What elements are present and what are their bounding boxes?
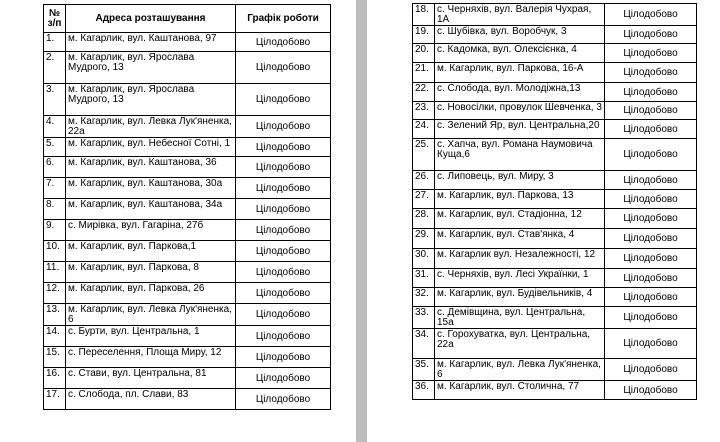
row-schedule: Цілодобово xyxy=(605,83,697,102)
table-row xyxy=(44,138,331,157)
row-schedule: Цілодобово xyxy=(236,52,331,84)
row-number: 26. xyxy=(413,171,435,190)
row-number: 36. xyxy=(413,381,435,400)
row-schedule: Цілодобово xyxy=(236,389,331,410)
row-address: с. Липовець, вул. Миру, 3 xyxy=(435,171,605,190)
row-address: м. Кагарлик, вул. Небесної Сотні, 1 xyxy=(66,138,236,157)
table-row xyxy=(413,249,697,269)
row-address: с. Зелений Яр, вул. Центральна,20 xyxy=(435,120,605,139)
row-schedule: Цілодобово xyxy=(236,220,331,241)
row-address: с. Кадомка, вул. Олексієнка, 4 xyxy=(435,44,605,63)
row-schedule: Цілодобово xyxy=(605,288,697,307)
row-number: 27. xyxy=(413,190,435,209)
row-schedule: Цілодобово xyxy=(236,138,331,157)
row-number: 31. xyxy=(413,269,435,288)
row-schedule: Цілодобово xyxy=(236,347,331,368)
table-row xyxy=(44,178,331,199)
row-schedule: Цілодобово xyxy=(605,44,697,63)
table-row xyxy=(44,199,331,220)
row-schedule: Цілодобово xyxy=(236,283,331,304)
table-row xyxy=(44,304,331,326)
row-schedule: Цілодобово xyxy=(605,249,697,269)
table-row xyxy=(413,190,697,209)
table-row xyxy=(44,262,331,283)
table-row xyxy=(413,44,697,63)
row-schedule: Цілодобово xyxy=(605,120,697,139)
row-schedule: Цілодобово xyxy=(605,139,697,171)
table-row xyxy=(413,4,697,26)
row-address: м. Кагарлик, вул. Паркова, 26 xyxy=(66,283,236,304)
row-address: м. Кагарлик, вул. Будівельників, 4 xyxy=(435,288,605,307)
table-row xyxy=(413,63,697,83)
row-address: с. Черняхів, вул. Лесі Українки, 1 xyxy=(435,269,605,288)
row-schedule: Цілодобово xyxy=(236,262,331,283)
row-number: 21. xyxy=(413,63,435,83)
row-schedule: Цілодобово xyxy=(605,209,697,229)
row-address: с. Шубівка, вул. Воробчук, 3 xyxy=(435,26,605,44)
row-number: 33. xyxy=(413,307,435,329)
row-schedule: Цілодобово xyxy=(236,84,331,116)
row-address: с. Горохуватка, вул. Центральна, 22а xyxy=(435,329,605,359)
table-row xyxy=(44,116,331,138)
row-address: с. Новосілки, провулок Шевченка, 3 xyxy=(435,102,605,120)
table-row xyxy=(413,229,697,249)
row-number: 13. xyxy=(44,304,66,326)
row-number: 1. xyxy=(44,33,66,52)
table-row xyxy=(44,283,331,304)
row-number: 9. xyxy=(44,220,66,241)
row-address: м. Кагарлик, вул. Паркова, 16-А xyxy=(435,63,605,83)
row-schedule: Цілодобово xyxy=(236,368,331,389)
row-address: с. Слобода, пл. Слави, 83 xyxy=(66,389,236,410)
table-row xyxy=(413,171,697,190)
table-row xyxy=(44,368,331,389)
table-row xyxy=(413,307,697,329)
row-address: м. Кагарлик, вул. Паркова, 13 xyxy=(435,190,605,209)
row-address: м. Кагарлик, вул. Став'янка, 4 xyxy=(435,229,605,249)
row-address: м. Кагарлик, вул. Каштанова, 97 xyxy=(66,33,236,52)
row-address: с. Мирівка, вул. Гагаріна, 27б xyxy=(66,220,236,241)
row-number: 29. xyxy=(413,229,435,249)
table-row xyxy=(413,359,697,381)
row-number: 2. xyxy=(44,52,66,84)
locations-table-right xyxy=(412,3,697,400)
row-number: 16. xyxy=(44,368,66,389)
row-address: м. Кагарлик, вул. Ярослава Мудрого, 13 xyxy=(66,84,236,116)
row-schedule: Цілодобово xyxy=(605,171,697,190)
table-row xyxy=(44,326,331,347)
row-number: 8. xyxy=(44,199,66,220)
row-number: 12. xyxy=(44,283,66,304)
row-number: 34. xyxy=(413,329,435,359)
row-number: 23. xyxy=(413,102,435,120)
row-number: 11. xyxy=(44,262,66,283)
row-address: м. Кагарлик, вул. Ярослава Мудрого, 13 xyxy=(66,52,236,84)
row-number: 28. xyxy=(413,209,435,229)
row-schedule: Цілодобово xyxy=(605,329,697,359)
table-row xyxy=(44,241,331,262)
row-address: с. Переселення, Площа Миру, 12 xyxy=(66,347,236,368)
table-row xyxy=(413,329,697,359)
table-row xyxy=(413,102,697,120)
row-schedule: Цілодобово xyxy=(236,304,331,326)
row-schedule: Цілодобово xyxy=(605,269,697,288)
page-separator xyxy=(356,0,367,442)
header-schedule: Графік роботи xyxy=(236,5,331,33)
row-schedule: Цілодобово xyxy=(605,4,697,26)
locations-table-left xyxy=(43,4,331,410)
row-address: м. Кагарлик, вул. Левка Лук'яненка, 22а xyxy=(66,116,236,138)
table-row xyxy=(413,269,697,288)
row-schedule: Цілодобово xyxy=(236,116,331,138)
table-row xyxy=(413,120,697,139)
row-address: м. Кагарлик, вул. Каштанова, 30а xyxy=(66,178,236,199)
table-row xyxy=(44,220,331,241)
header-number: № з/п xyxy=(44,5,66,33)
row-number: 7. xyxy=(44,178,66,199)
row-address: м. Кагарлик, вул. Каштанова, 36 xyxy=(66,157,236,178)
row-schedule: Цілодобово xyxy=(236,33,331,52)
row-number: 22. xyxy=(413,83,435,102)
row-number: 17. xyxy=(44,389,66,410)
table-row xyxy=(413,139,697,171)
row-number: 24. xyxy=(413,120,435,139)
table-row xyxy=(413,209,697,229)
row-number: 25. xyxy=(413,139,435,171)
row-schedule: Цілодобово xyxy=(236,241,331,262)
row-address: м. Кагарлик, вул. Левка Лук'яненка, 6 xyxy=(66,304,236,326)
row-address: с. Стави, вул. Центральна, 81 xyxy=(66,368,236,389)
row-schedule: Цілодобово xyxy=(605,102,697,120)
row-address: м. Кагарлик вул. Незалежності, 12 xyxy=(435,249,605,269)
row-schedule: Цілодобово xyxy=(605,190,697,209)
document-margin-left xyxy=(0,0,32,442)
row-address: м. Кагарлик, вул. Стадіонна, 12 xyxy=(435,209,605,229)
row-schedule: Цілодобово xyxy=(236,326,331,347)
table-row xyxy=(44,157,331,178)
row-number: 14. xyxy=(44,326,66,347)
row-number: 3. xyxy=(44,84,66,116)
table-row xyxy=(44,347,331,368)
row-schedule: Цілодобово xyxy=(605,63,697,83)
row-address: с. Бурти, вул. Центральна, 1 xyxy=(66,326,236,347)
table-row xyxy=(44,33,331,52)
table-row xyxy=(44,52,331,84)
table-row xyxy=(44,389,331,410)
table-row xyxy=(413,83,697,102)
table-header-row xyxy=(44,5,331,33)
row-number: 4. xyxy=(44,116,66,138)
row-number: 32. xyxy=(413,288,435,307)
table-row xyxy=(413,381,697,400)
row-schedule: Цілодобово xyxy=(236,178,331,199)
row-schedule: Цілодобово xyxy=(236,199,331,220)
row-number: 15. xyxy=(44,347,66,368)
row-schedule: Цілодобово xyxy=(605,381,697,400)
row-number: 35. xyxy=(413,359,435,381)
row-address: м. Кагарлик, вул. Каштанова, 34а xyxy=(66,199,236,220)
table-row xyxy=(413,26,697,44)
row-address: м. Кагарлик, вул. Столична, 77 xyxy=(435,381,605,400)
row-number: 10. xyxy=(44,241,66,262)
row-address: м. Кагарлик, вул. Паркова,1 xyxy=(66,241,236,262)
table-row xyxy=(44,84,331,116)
row-schedule: Цілодобово xyxy=(236,157,331,178)
row-address: м. Кагарлик, вул. Паркова, 8 xyxy=(66,262,236,283)
row-address: м. Кагарлик, вул. Левка Лук'яненка, 6 xyxy=(435,359,605,381)
row-number: 20. xyxy=(413,44,435,63)
row-address: с. Хапча, вул. Романа Наумовича Куща,6 xyxy=(435,139,605,171)
header-address: Адреса розташування xyxy=(66,5,236,33)
row-number: 6. xyxy=(44,157,66,178)
row-schedule: Цілодобово xyxy=(605,359,697,381)
row-number: 5. xyxy=(44,138,66,157)
row-address: с. Черняхів, вул. Валерія Чухрая, 1А xyxy=(435,4,605,26)
row-address: с. Слобода, вул. Молодіжна,13 xyxy=(435,83,605,102)
table-row xyxy=(413,288,697,307)
row-number: 18. xyxy=(413,4,435,26)
row-schedule: Цілодобово xyxy=(605,229,697,249)
row-address: с. Демівщина, вул. Центральна, 15а xyxy=(435,307,605,329)
row-schedule: Цілодобово xyxy=(605,26,697,44)
row-number: 30. xyxy=(413,249,435,269)
row-number: 19. xyxy=(413,26,435,44)
row-schedule: Цілодобово xyxy=(605,307,697,329)
